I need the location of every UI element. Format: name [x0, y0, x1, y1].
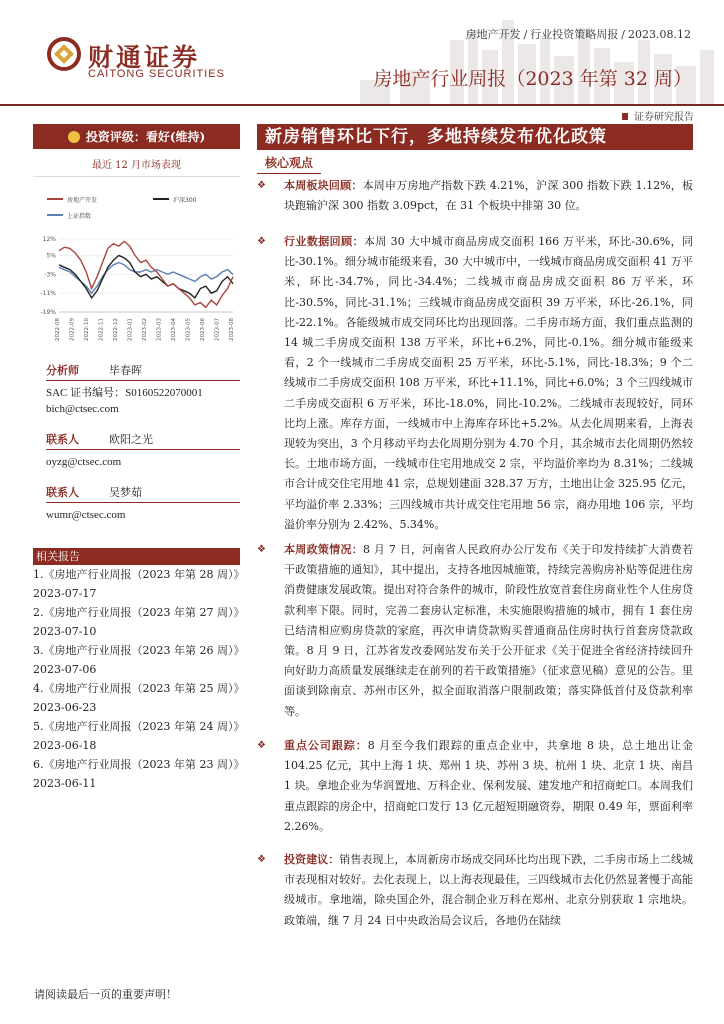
page-title: 房地产行业周报（2023 年第 32 周）: [373, 68, 692, 90]
section-label: 行业数据回顾：: [284, 235, 364, 248]
section-label: 投资建议：: [284, 853, 340, 866]
y-tick-label: -3%: [44, 271, 56, 279]
x-tick-label: 2022-08: [55, 318, 61, 341]
x-tick-label: 2023-08: [229, 318, 235, 341]
core-view-section: [257, 736, 693, 837]
legend-label: 上证指数: [67, 213, 92, 220]
x-tick-label: 2022-10: [84, 318, 90, 341]
y-tick-label: -11%: [40, 290, 56, 298]
section-body: 8 月 7 日，河南省人民政府办公厅发布《关于印发持续扩大消费若干政策措施的通知》，其中提出，支持各地因城施策，持续完善购房补贴等促进住房消费健康发展政策。提出对符合条件的城市，阶段性放宽首套住房商业性个人住房贷款利率下限。同时，完善二套房认定标准，未实施限购措施的城市，拥有 1 套住房已结清相应购房贷款的家庭，再次申请贷款购买普通商品住房时执行首套房贷款政策。8 月 9 日，江苏省发改委网站发布关于公开征求《关于促进全省经济持续回升向好助力高质量发展继续走在前列的若干政策措施》（征求意见稿）意见的公告。里面谈到除南京、苏州市区外，拟全面取消落户限制政策；落实降低首付及贷款利率等。: [284, 543, 693, 718]
related-report-date: 2023-07-17: [33, 587, 97, 600]
section-body: 8 月至今我们跟踪的重点企业中，共拿地 8 块，总土地出让金 104.25 亿元，其中上海 1 块、郑州 1 块、苏州 3 块、杭州 1 块、北京 1 块、南昌 1 块。拿地企业为华润置地、万科企业、保利发展、建发地产和招商蛇口。本周我们重点跟踪的房企中，招商蛇口发行 13 亿元超短期融资券，期限 0.49 年，票面利率 2.26%。: [284, 739, 693, 833]
analyst-head: [46, 362, 240, 381]
core-view-label: 核心观点: [257, 154, 321, 174]
section-text: [257, 540, 693, 722]
legend-label: 房地产开发: [67, 197, 98, 204]
analyst-role: 联系人: [46, 433, 79, 446]
caitong-logo-icon: [46, 36, 82, 72]
x-tick-label: 2023-04: [171, 318, 177, 341]
section-body: 本周申万房地产指数下跌 4.21%，沪深 300 指数下跌 1.12%，板块跑输沪深 300 指数 3.09pct，在 31 个板块中排第 30 位。: [284, 179, 693, 213]
logo-text-cn: 财通证券: [88, 43, 201, 72]
analyst-head: [46, 431, 240, 450]
market-performance-chart: [33, 177, 240, 363]
analyst-name: 毕春晖: [109, 364, 142, 377]
related-report-date: 2023-07-06: [33, 663, 97, 676]
main-content: [257, 124, 693, 174]
series-line: [59, 256, 233, 298]
analyst-card: [46, 362, 240, 417]
breadcrumb: 房地产开发 / 行业投资策略周报 / 2023.08.12: [465, 28, 691, 41]
analyst-list: [46, 362, 240, 537]
section-body: 本周 30 大中城市商品房成交面积 166 万平米，环比-30.6%，同比-30.1%。细分城市能级来看，30 大中城市中，一线城市商品房成交面积 41 万平米，环比-34.7%，同比-34.4%；二线城市商品房成交面积 86 万平米，环比-30.5%，同比-31.1%；三线城市商品房成交面积 39 万平米，环比-26.1%，同比-22.1%。各能级城市成交同环比均出现回落。二手房市场方面，我们重点监测的 14 城二手房成交面积 138 万平米，环比+6.2%，同比-0.1%。细分城市能级来看，2 个一线城市二手房成交面积 25 万平米，环比-5.1%，同比-18.3%；9 个二线城市二手房成交面积 108 万平米，环比+11.1%，同比+6.0%；3 个三四线城市二手房成交面积 6 万平米，环比-18.0%，同比-10.2%。二线城市表现较好，同环比均上涨。库存方面，一线城市中上海库存环比+5.2%。从去化周期来看，上海表现较为突出，3 个月移动平均去化周期分别为 4.70 个月，其余城市去化周期仍然较长。土地市场方面，一线城市住宅用地成交 2 宗，平均溢价率均为 8.31%；二线城市合计成交住宅用地 41 宗，总规划建面 328.37 万方，土地出让金 325.95 亿元，平均溢价率 2.33%；三四线城市共计成交住宅用地 56 宗，商办用地 106 宗，平均溢价率分别为 2.42%、5.34%。: [284, 235, 693, 531]
analyst-role: 联系人: [46, 486, 79, 499]
y-tick-label: 5%: [46, 252, 56, 260]
analyst-role: 分析师: [46, 364, 79, 377]
diamond-bullet-icon: ❖: [257, 236, 266, 247]
y-tick-label: 12%: [42, 236, 56, 243]
x-tick-label: 2023-07: [214, 318, 221, 341]
analyst-card: [46, 484, 240, 523]
sidebar: [33, 124, 240, 363]
rating-banner: [33, 124, 240, 149]
related-report-link[interactable]: 2.《房地产行业周报（2023 年第 27 周）》: [33, 606, 245, 619]
report-type: [622, 108, 694, 123]
related-report-link[interactable]: 4.《房地产行业周报（2023 年第 25 周）》: [33, 682, 245, 695]
diamond-bullet-icon: ❖: [257, 180, 266, 191]
related-report-link[interactable]: 5.《房地产行业周报（2023 年第 24 周）》: [33, 720, 245, 733]
related-report-date: 2023-06-18: [33, 739, 97, 752]
section-label: 本周板块回顾：: [284, 179, 363, 192]
x-tick-label: 2023-03: [156, 318, 163, 341]
section-text: [257, 850, 693, 931]
related-report-date: 2023-07-10: [33, 625, 97, 638]
section-text: [257, 232, 693, 535]
core-view-section: [257, 540, 693, 722]
x-tick-label: 2023-05: [185, 318, 192, 341]
analyst-head: [46, 484, 240, 503]
diamond-bullet-icon: ❖: [257, 740, 266, 751]
core-view-section: [257, 232, 693, 535]
analyst-name: 欧阳之光: [109, 433, 153, 446]
headline: 新房销售环比下行，多地持续发布优化政策: [257, 124, 693, 150]
footer-disclaimer: 请阅读最后一页的重要声明！: [34, 988, 177, 1001]
analyst-email-link[interactable]: oyzg@ctsec.com: [46, 456, 122, 468]
related-reports: [33, 548, 245, 793]
analyst-cert: SAC 证书编号：S0160522070001: [46, 387, 203, 399]
breadcrumb-date: 2023.08.12: [628, 28, 691, 41]
legend-label: 沪深300: [173, 197, 197, 204]
breadcrumb-industry: 房地产开发: [465, 28, 521, 41]
related-report-link[interactable]: 1.《房地产行业周报（2023 年第 28 周）》: [33, 568, 245, 581]
rating-label: 投资评级：看好(维持): [85, 130, 206, 144]
analyst-name: 吴梦茹: [109, 486, 142, 499]
section-body: 销售表现上，本周新房市场成交同环比均出现下跌，二手房市场上二线城市表现相对较好。去化表现上，以上海表现最佳，三四线城市去化仍然显著慢于高能级城市。拿地端，除央国企外，混合制企业万科在郑州、北京分别获取 1 宗地块。政策端，继 7 月 24 日中央政治局会议后，各地仍在陆续: [284, 853, 694, 927]
analyst-card: [46, 431, 240, 470]
section-text: [257, 176, 693, 216]
square-bullet-icon: [622, 113, 628, 120]
related-report-date: 2023-06-23: [33, 701, 97, 714]
report-header: [0, 0, 724, 106]
analyst-email-link[interactable]: wumr@ctsec.com: [46, 509, 126, 521]
x-tick-label: 2023-02: [142, 318, 148, 341]
core-view-section: [257, 176, 693, 216]
chart-svg: [33, 177, 240, 363]
x-tick-label: 2023-01: [127, 318, 134, 341]
diamond-bullet-icon: ❖: [257, 854, 266, 865]
section-label: 本周政策情况：: [284, 543, 364, 556]
section-label: 重点公司跟踪：: [284, 739, 368, 752]
x-tick-label: 2023-06: [200, 318, 206, 341]
report-type-label: 证券研究报告: [634, 112, 694, 123]
section-text: [257, 736, 693, 837]
x-tick-label: 2022-11: [98, 318, 105, 341]
logo-text-en: CAITONG SECURITIES: [88, 68, 225, 80]
breadcrumb-type: 行业投资策略周报: [530, 28, 619, 41]
related-report-link[interactable]: 6.《房地产行业周报（2023 年第 23 周）》: [33, 758, 245, 771]
analyst-email-link[interactable]: bich@ctsec.com: [46, 403, 119, 415]
x-tick-label: 2022-12: [113, 318, 119, 341]
y-tick-label: -19%: [40, 309, 56, 316]
core-view-section: [257, 850, 693, 931]
x-tick-label: 2022-09: [69, 318, 76, 341]
related-reports-title: 相关报告: [33, 548, 240, 565]
related-report-list: [33, 565, 245, 793]
related-report-link[interactable]: 3.《房地产行业周报（2023 年第 26 周）》: [33, 644, 245, 657]
related-report-date: 2023-06-11: [33, 777, 97, 790]
coin-icon: [68, 131, 80, 143]
chart-caption: 最近 12 月市场表现: [33, 157, 240, 177]
diamond-bullet-icon: ❖: [257, 544, 266, 555]
